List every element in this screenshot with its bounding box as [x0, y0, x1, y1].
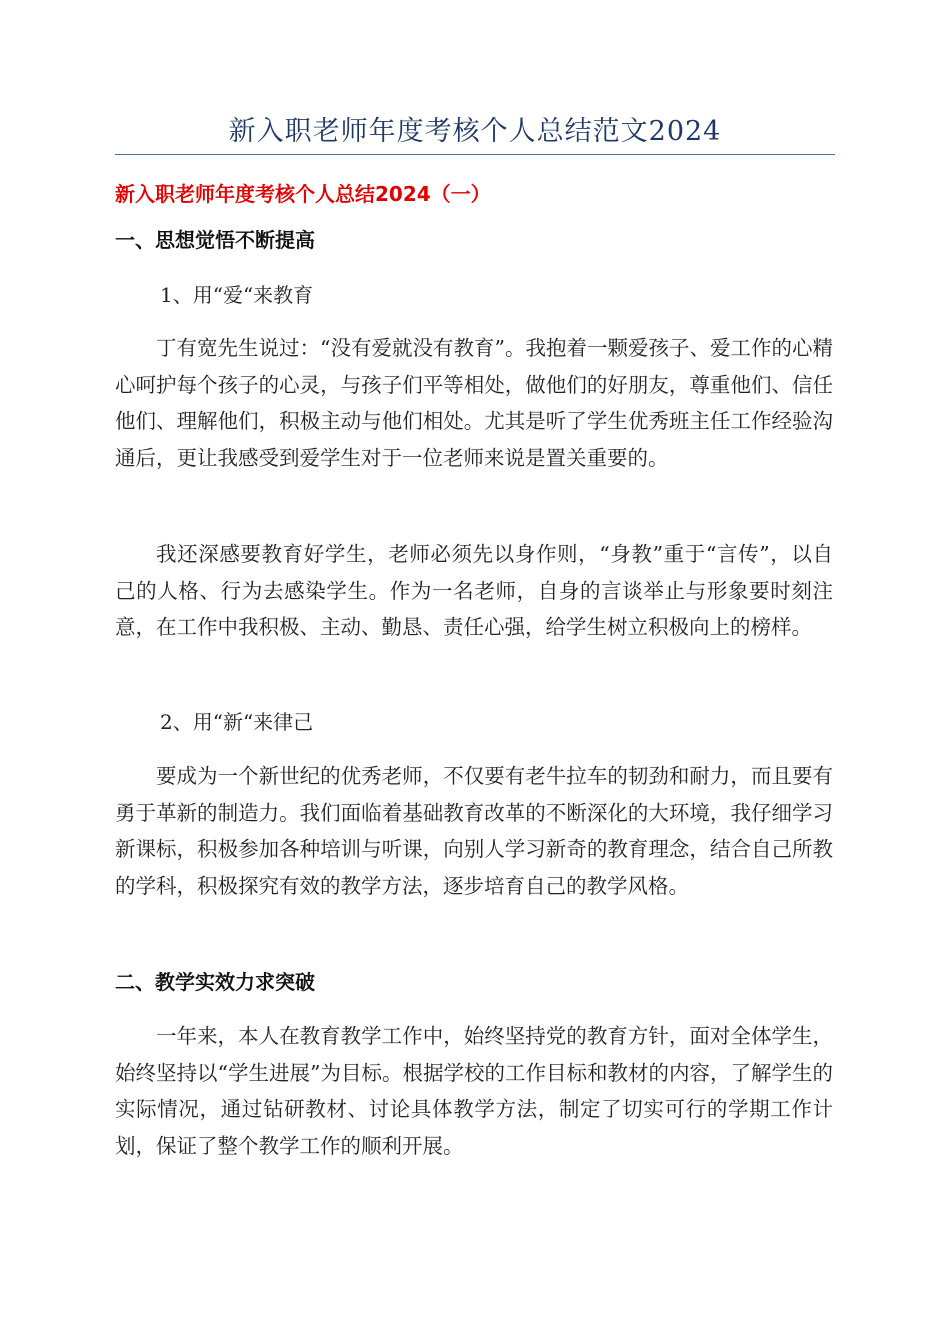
- section1-paragraph-3: 要成为一个新世纪的优秀老师，不仅要有老牛拉车的韧劲和耐力，而且要有勇于革新的制造力。我们面临着基础教育改革的不断深化的大环境，我仔细学习新课标，积极参加各种培训与听课，向别人学习新奇的教育理念，结合自己所教的学科，积极探究有效的教学方法，逐步培育自己的教学风格。: [115, 764, 833, 898]
- section1-paragraph-1: 丁有宽先生说过：“没有爱就没有教育”。我抱着一颗爱孩子、爱工作的心精心呵护每个孩子的心灵，与孩子们平等相处，做他们的好朋友，尊重他们、信任他们、理解他们，积极主动与他们相处。尤其是听了学生优秀班主任工作经验沟通后，更让我感受到爱学生对于一位老师来说是置关重要的。: [115, 336, 833, 470]
- section1-subheading-2: 2、用“新“来律己: [160, 710, 314, 734]
- section1-subheading-1: 1、用“爱“来教育: [160, 283, 314, 307]
- section1-paragraph-2: 我还深感要教育好学生，老师必须先以身作则，“身教”重于“言传”，以自己的人格、行为去感染学生。作为一名老师，自身的言谈举止与形象要时刻注意，在工作中我积极、主动、勤恳、责任心强，给学生树立积极向上的榜样。: [115, 542, 833, 639]
- section-subtitle: 新入职老师年度考核个人总结2024（一）: [115, 182, 491, 206]
- section2-paragraph-1: 一年来，本人在教育教学工作中，始终坚持党的教育方针，面对全体学生，始终坚持以“学生进展”为目标。根据学校的工作目标和教材的内容，了解学生的实际情况，通过钻研教材、讨论具体教学方法，制定了切实可行的学期工作计划，保证了整个教学工作的顺利开展。: [115, 1024, 833, 1158]
- section1-heading: 一、思想觉悟不断提高: [115, 228, 315, 252]
- section2-heading: 二、教学实效力求突破: [115, 970, 315, 994]
- title-underline: [115, 154, 835, 155]
- document-title: 新入职老师年度考核个人总结范文2024: [228, 116, 722, 147]
